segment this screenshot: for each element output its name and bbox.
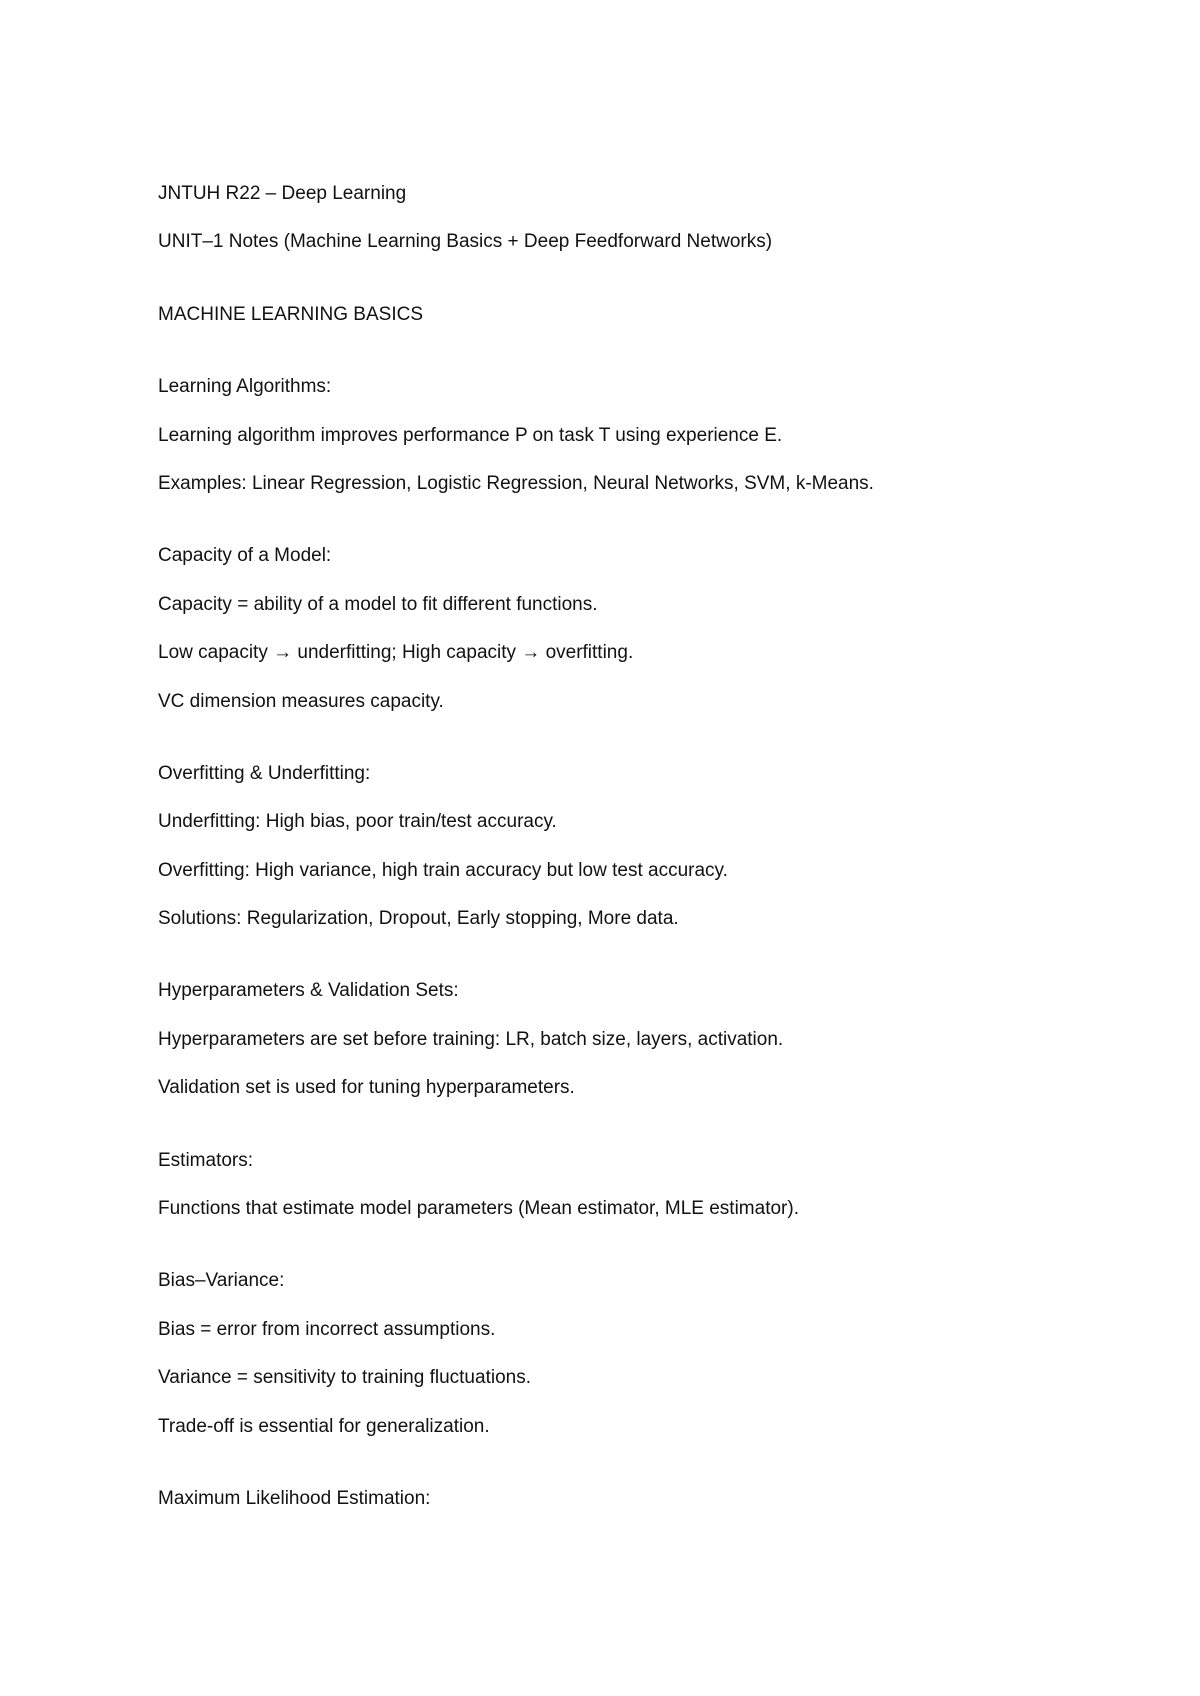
- spacer: [158, 351, 1138, 375]
- subsection-heading: Bias–Variance:: [158, 1270, 285, 1292]
- spacer: [158, 1125, 1138, 1149]
- spacer: [158, 955, 1138, 979]
- subsection-heading: Hyperparameters & Validation Sets:: [158, 980, 459, 1002]
- subsection-heading: Maximum Likelihood Estimation:: [158, 1487, 431, 1509]
- note-line: Examples: Linear Regression, Logistic Regression, Neural Networks, SVM, k-Means.: [158, 472, 874, 494]
- subsection-heading: Learning Algorithms:: [158, 376, 332, 398]
- note-line: Learning algorithm improves performance P on task T using experience E.: [158, 424, 783, 446]
- note-line: Validation set is used for tuning hyperparameters.: [158, 1077, 575, 1099]
- note-line: Hyperparameters are set before training: LR, batch size, layers, activation.: [158, 1028, 784, 1050]
- note-line: Overfitting: High variance, high train accuracy but low test accuracy.: [158, 859, 728, 881]
- spacer: [158, 1463, 1138, 1487]
- note-line: Trade-off is essential for generalization.: [158, 1415, 490, 1437]
- note-line: Variance = sensitivity to training fluctuations.: [158, 1367, 531, 1389]
- document-page: [158, 182, 1138, 1535]
- subsection-heading: Overfitting & Underfitting:: [158, 762, 371, 784]
- spacer: [158, 1245, 1138, 1269]
- spacer: [158, 738, 1138, 762]
- note-line: VC dimension measures capacity.: [158, 690, 444, 712]
- document-title: JNTUH R22 – Deep Learning: [158, 183, 407, 204]
- subsection-heading: Estimators:: [158, 1149, 254, 1171]
- spacer: [158, 520, 1138, 544]
- spacer: [158, 279, 1138, 303]
- note-line: Bias = error from incorrect assumptions.: [158, 1318, 496, 1340]
- subsection-heading: Capacity of a Model:: [158, 545, 332, 567]
- section-heading: MACHINE LEARNING BASICS: [158, 303, 423, 325]
- note-line: Low capacity → underfitting; High capacity → overfitting.: [158, 642, 634, 664]
- note-line: Capacity = ability of a model to fit different functions.: [158, 593, 598, 615]
- note-line: Functions that estimate model parameters (Mean estimator, MLE estimator).: [158, 1198, 799, 1220]
- document-subtitle: UNIT–1 Notes (Machine Learning Basics + Deep Feedforward Networks): [158, 231, 773, 253]
- note-line: Underfitting: High bias, poor train/test accuracy.: [158, 811, 557, 833]
- note-line: Solutions: Regularization, Dropout, Early stopping, More data.: [158, 908, 679, 930]
